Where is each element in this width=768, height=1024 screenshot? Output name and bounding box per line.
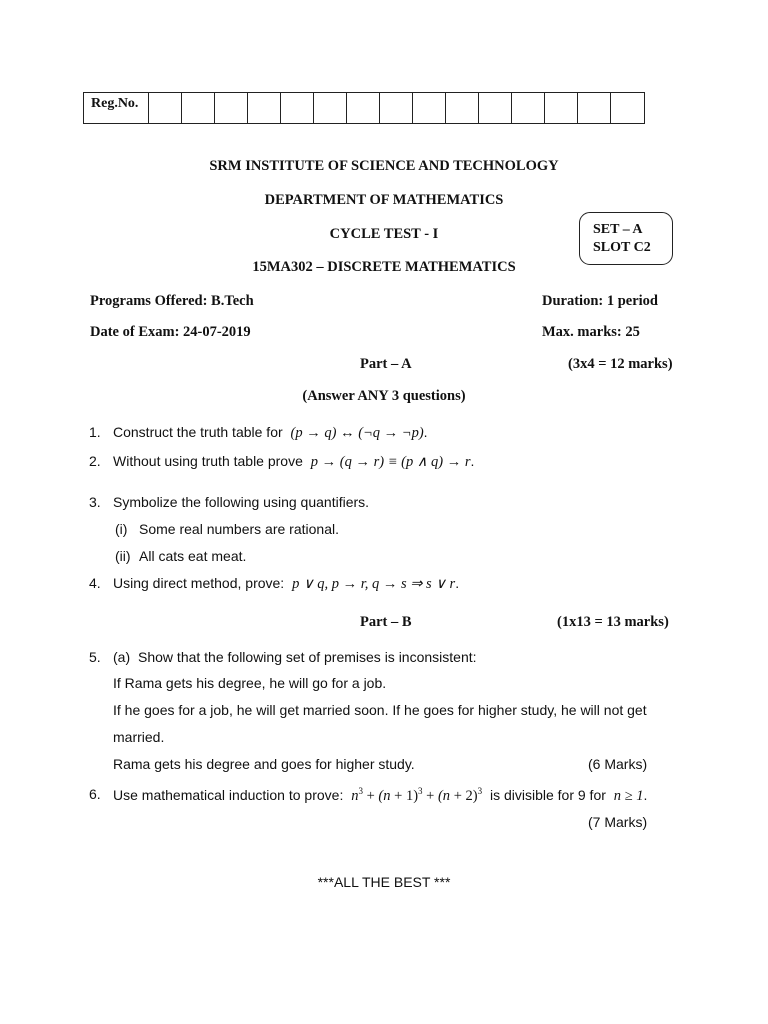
q5-line-3: married.	[113, 729, 165, 745]
footer-message: ***ALL THE BEST ***	[317, 874, 451, 890]
exam-date: Date of Exam: 24-07-2019	[90, 324, 251, 340]
q6-number: 6.	[89, 786, 101, 802]
q3-i-text: Some real numbers are rational.	[139, 521, 339, 537]
q4-label: Using direct method, prove:	[113, 575, 285, 591]
set-label: SET – A	[593, 222, 643, 237]
q6-condition: n ≥ 1	[613, 787, 644, 804]
part-a-marks: (3x4 = 12 marks)	[568, 356, 673, 372]
course-title: 15MA302 – DISCRETE MATHEMATICS	[252, 259, 516, 275]
reg-no-cell	[314, 93, 347, 123]
reg-no-cell	[182, 93, 215, 123]
reg-no-cell	[347, 93, 380, 123]
q3-number: 3.	[89, 494, 101, 510]
q4-text: Using direct method, prove: p ∨ q, p → r, q → s ⇒ s ∨ r.	[113, 575, 460, 592]
q5-text	[113, 649, 477, 665]
q5-line-1: If Rama gets his degree, he will go for a job.	[113, 675, 387, 691]
duration: Duration: 1 period	[542, 293, 658, 309]
q2-label: Without using truth table prove	[113, 453, 303, 469]
q1-text: Construct the truth table for (p → q) ↔ (¬q → ¬p).	[113, 424, 428, 441]
set-slot-box	[579, 212, 673, 265]
q1-label: Construct the truth table for	[113, 424, 283, 440]
reg-no-cell	[512, 93, 545, 123]
reg-no-cell	[281, 93, 314, 123]
q3-ii-number: (ii)	[115, 548, 131, 564]
department-name: DEPARTMENT OF MATHEMATICS	[264, 192, 504, 208]
reg-no-cell	[380, 93, 413, 123]
q3-text: Symbolize the following using quantifiers.	[113, 494, 370, 510]
part-a-instruction: (Answer ANY 3 questions)	[302, 388, 466, 404]
reg-no-cell	[413, 93, 446, 123]
q1-number: 1.	[89, 424, 101, 440]
q2-math: p → (q → r) ≡ (p ∧ q) → r	[310, 454, 471, 470]
q4-number: 4.	[89, 575, 101, 591]
part-a-title: Part – A	[360, 356, 412, 372]
q6-label: Use mathematical induction to prove:	[113, 786, 344, 803]
q6-label-2: is divisible for 9 for	[489, 786, 606, 803]
q2-number: 2.	[89, 453, 101, 469]
q5-marks: (6 Marks)	[588, 756, 648, 772]
part-b-marks: (1x13 = 13 marks)	[557, 614, 669, 630]
reg-no-cell	[611, 93, 644, 123]
q5-line-2: If he goes for a job, he will get married soon. If he goes for higher study, he will not get	[113, 702, 647, 718]
institute-name: SRM INSTITUTE OF SCIENCE AND TECHNOLOGY	[209, 158, 559, 174]
reg-no-cell	[479, 93, 512, 123]
reg-no-cell	[248, 93, 281, 123]
test-name: CYCLE TEST - I	[329, 226, 439, 242]
reg-no-cell	[149, 93, 182, 123]
max-marks: Max. marks: 25	[542, 324, 640, 340]
q4-math: p ∨ q, p → r, q → s ⇒ s ∨ r	[292, 576, 456, 592]
q6-text: Use mathematical induction to prove: $n^3 + (n + 1)^3 + (n + 2)^3$ is divisible for 9 for n ≥ 1.	[113, 786, 648, 804]
reg-no-cell	[446, 93, 479, 123]
q1-math: (p → q) ↔ (¬q → ¬p)	[290, 425, 424, 441]
part-b-title: Part – B	[360, 614, 412, 630]
q5-instruction: Show that the following set of premises is inconsistent:	[138, 649, 477, 665]
reg-no-label: Reg.No.	[84, 93, 149, 123]
reg-no-table	[83, 92, 645, 124]
q2-text: Without using truth table prove p → (q → r) ≡ (p ∧ q) → r.	[113, 453, 475, 470]
q3-i-number: (i)	[115, 521, 128, 537]
reg-no-cell	[578, 93, 611, 123]
q3-ii-text: All cats eat meat.	[139, 548, 247, 564]
reg-no-cell	[215, 93, 248, 123]
q6-math: $n^3 + (n + 1)^3 + (n + 2)^3$	[351, 786, 483, 804]
q5-line-4: Rama gets his degree and goes for higher study.	[113, 756, 415, 772]
slot-label: SLOT C2	[593, 240, 651, 255]
reg-no-cell	[545, 93, 578, 123]
q6-marks: (7 Marks)	[588, 814, 648, 830]
programs-offered: Programs Offered: B.Tech	[90, 293, 254, 309]
q5-part: (a)	[113, 649, 131, 665]
q5-number: 5.	[89, 649, 101, 665]
